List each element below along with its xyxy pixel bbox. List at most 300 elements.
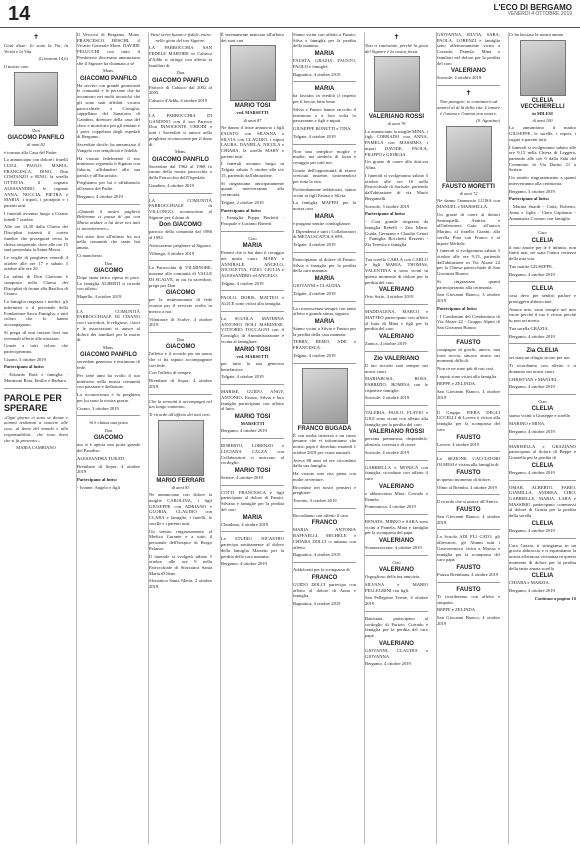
text: Grazie a tutti coloro che parteciperanno. [4,343,68,354]
signers: GIOVANNI, CLAUDIA e GIOVANNA. [365,647,428,659]
text: La SEZIONE CACCIATORI OLMESI è vicina alla famiglia di [437,456,500,468]
deceased-name: GIACOMO PANFILO [152,156,209,163]
text: Siamo vicini a Silvia e Fausto per la perdita della cara mamma. [293,325,356,337]
text: ROBERTO, LORENZO e LUCIANA CALZA con Collaboratori si uniscono al cordoglio. [221,443,284,466]
deceased-name: MARIO FERRARI [156,477,205,484]
deceased-name: FRANCO [311,520,338,527]
participants-title: Partecipano al lutto: [77,476,118,482]
signers: Tuo marito GIUSEPPE. [509,263,554,269]
place-date: Bergamo, 4 ottobre 2019 [221,561,267,567]
deceased-name: Don GIACOMO [159,222,202,229]
place-date: Bagnatica, 4 ottobre 2019 [293,552,341,558]
deceased-name: FAUSTO [456,565,481,572]
divider [437,451,500,452]
text: persona premurosa, disponibile, altruista, corretta e di cuore. [365,436,428,448]
text: Ti ricordo all'affetto dei tuoi cari. [149,412,211,418]
text: cosa devo per sentirti parlare e proteggerti abbracciare. [509,293,576,304]
text: Partecipiamo al dolore di Fausto, Silvia e famiglie per la perdita della cara mamma. [293,256,356,274]
signers: ALESSANDRA TURATI [77,455,125,461]
deceased-name: VALERIANO ROSSI [368,429,425,436]
text: Lo annunciano con dolore i fratelli LUIGI, PAOLO, MARIA, FRANCESCA, DINO, Don COSTANZO e RINO, la sorella OTTAVIA, il cognato ALESSANDRO, le cognate ANNA, NUCCIA, PIETRA e MARIA, i nipoti, i pronipoti e i parenti tutti. [4,157,68,209]
place-date: Cisano, 3 ottobre 2019 [4,356,46,362]
place-date: Bergamo, 4 ottobre 2019 [77,193,123,199]
text: Le STUDIO NICASTRO partecipa sentitamente al dolore della famiglia Marsetti per la perdita della cara mamma. [221,536,284,559]
cross-icon: ✝ [393,33,400,41]
place-date: Piazza Brembana, 4 ottobre 2019 [437,572,499,578]
divider [221,384,284,385]
place-date: Telgate, 2 ottobre 2019 [221,199,264,205]
place-date: Villongo, 4 ottobre 2019 [149,250,195,256]
text: parroco della comunità dal 1986 al 1992. [149,229,212,241]
place-date: Sorisole, 4 ottobre 2019 [365,395,410,401]
text: Orgoglioso della tua amicizia. [365,574,421,580]
divider [365,611,428,612]
deceased-name: MARIA [314,51,335,58]
divider [77,204,140,205]
text: MARISELLA e GRAZIANO partecipano al dolore di Beppe e Graziella per la perdita di [509,443,576,461]
column-4 [220,32,284,844]
divider [293,301,356,302]
text: Ne danno l'annuncio LUISA con MANUEL e MARISELLA. [437,198,500,210]
cross-icon: ✝ [465,89,472,98]
deceased-name: MARIO TOSI [234,414,271,421]
text: RENATA, MIRKO e SARA sono vicini a Pamela, Mina e famiglia per la scomparsa del papà [365,519,428,536]
deceased-name: CLELIA [531,573,554,580]
name-prefix: Don [176,337,185,342]
divider [509,343,576,344]
intro: Il nostro caro [4,64,29,70]
quote: Vieni servo buono e fedele, entra nella gioia del tuo Signore. [150,32,211,43]
portrait-photo [302,368,348,424]
place-date: San Giovanni Bianco, 4 ottobre 2019 [437,615,500,626]
text: ha lasciato in eredità il rispetto per il lavoro fatto bene. [293,93,356,105]
place-date: Vilminore di Scalve, 4 ottobre 2019 [149,316,212,328]
text: OMAR, ALBERTO, FABIO, GIAMILLA, ANDREA, CIRO, GABRIELLE, MARIA, LARA e MASSIMO partecipano commossi al dolore di Grazia per la perdita della sorella [509,484,576,519]
divider [293,508,356,509]
place-date: Calusco d'Adda, 4 ottobre 2019 [149,98,208,104]
text: sei stata un rifugio sicuro per noi. [509,355,571,361]
text: MARISE, GUIDO, ANGY, ANTONIO, Fausto, Silvia e loro famiglie partecipano con affetto al lutto. [221,389,284,412]
section-author: MARIA CAMBIANO [16,445,56,451]
signers: CHIARA e MARZIA. [509,580,550,586]
place-date: Lovere, 4 ottobre 2019 [437,441,480,447]
deceased-name: FAUSTO [456,469,481,476]
deceased-name: VALERIANO [379,567,414,574]
place-date: Brembate di Sopra, 4 ottobre 2019 [149,378,212,389]
text: MADDALENA, MARCO e MATTEO partecipano con affetto al lutto di Mina e figli per la perdita del caro [365,309,428,332]
column-5 [292,32,356,844]
text: LA PARROCCHIA DI GANDINO con il suo Parroco Don INNOCENTE CHIODI e tutti i Sacerdoti si unisce nella preghiera riconoscente per il dono di [149,112,212,147]
quote: Non vi rattristate, perché la gioia del Signore è la vostra forza. [365,43,428,54]
deceased-name: MARIA [242,243,263,250]
cross-icon: ✝ [33,33,39,41]
text: GIOVANNA, SILVIA, SARA, PAOLA, LORENZI e famiglia sono affettuosamente vicini a Corrado, Pamela, Mina e familiari nel dolore per la perdita del caro [437,32,500,66]
greeting: Ciao [538,399,547,405]
column-3 [148,32,212,844]
age: di anni 82 [27,142,45,148]
continued-link[interactable]: Continua a pagina 16 [534,595,576,601]
place-date: San Giovanni Bianco, 4 ottobre 2019 [437,389,500,400]
deceased-name: GIACOMO [165,344,196,351]
signers: TERRY, REMO, ADE e FRANCESCA. [293,339,356,351]
place-date: Bergamo, 3 ottobre 2019 [509,188,555,194]
text: Non ce ne sono più di rari così. [437,365,495,371]
text: Ricordato nei nostri pensieri e preghiere. [293,484,356,496]
text: La Scuola ADI FLI CATO, gli allievatori, gli Alunni tutti i Gastronomico vicini a Marisa e famiglia per la scomparsa del caro papà [437,534,500,563]
participants: - Marina Suardi - Carla, Roberto, Anna e figlia - Clara Capitanio - Annamaria Cornaro con famiglia [509,204,576,221]
place-date: Telgate, 4 ottobre 2019 [221,280,264,286]
deceased-name: VALERIANO [379,640,414,647]
deceased-name: GIACOMO [165,290,196,297]
place-date: Bergamo, 4 ottobre 2019 [509,588,555,594]
text: Si prega di non inviare fiori ma eventuali offerte alle missioni. [4,329,68,341]
deceased-name: GIACOMO [93,267,124,274]
place-date: Scanzorosciate, 4 ottobre 2019 [365,545,422,551]
text: SILVANA e MARIO PELLEGRINI con figli. [365,581,428,593]
deceased-name: GIACOMO PANFILO [80,75,137,82]
participants-title: Partecipano al lutto: [509,196,550,202]
deceased-name: GIACOMO PANFILO [80,352,137,359]
text: Assicuriamo preghiere al Signore. [149,242,212,248]
deceased-name: CLELIA [531,462,554,469]
divider [437,335,500,336]
divider [509,394,576,395]
participants: - I Condomini del Condominio di Via Alzate 22 - Gruppo Alpini di San Giovanni Bianco [437,313,500,331]
age: di anni 83 [171,484,190,490]
text: ma si è aperta una porta grande del Paradiso. [77,442,140,454]
place-date: San Giovanni Bianco, 4 ottobre 2019 [437,514,500,525]
deceased-name: VALERIANO [379,334,414,341]
deceased-name: MARIA [314,86,335,93]
deceased-name: VALERIANO ROSSI [368,114,425,121]
name-prefix: Don [104,428,113,434]
text: Si ringraziano anticipatamente quanti interverranno alla cerimonia. [221,180,284,198]
text: Che la serenità ti accompagni nel tuo lungo cammino. [149,398,212,410]
text: La famiglia ringrazia i medici, gli infermieri e il personale della Fondazione Sacra Famiglia, e tutti coloro che lo hanno accompagnato. [4,299,68,328]
column-1 [4,32,68,844]
page-header [0,0,580,28]
age: di anni 87 [243,117,262,123]
signers: Tua sorella GRAZIA. [509,325,550,331]
text: Ne annunciano con dolore la moglie CAROLINA, i figli GIUSEPPE con ADRIANO e GLORIA, CLAUDIO con CLARA e famiglie, i fratelli, le sorelle e i parenti tutti. [149,492,212,526]
divider [149,394,212,395]
divider [365,460,428,461]
age: di anni 76 [387,121,406,127]
text: per tutta la sua generosa benefattrice. [221,360,284,372]
deceased-name: VALERIANO [379,287,414,294]
text: Amore mio, sarai sempre nel mio cuore perché il tuo è vicino perché tu non sei morta. [509,306,576,324]
divider [221,231,284,232]
text: Preghiamo per lui e affidiamolo all'amore del Padre. [77,180,140,192]
text: Un grazie di cuore alla dott.ssa Alina. [365,159,428,171]
place-date: Bagnatica, 4 ottobre 2019 [293,601,341,607]
divider [4,388,68,389]
text: MARIAROSA, ROSA, FABRIZIO, ROMINA con le rispettive famiglie. [365,376,428,393]
text: Parroco di Calusco dal 2002 al 2005. [149,84,212,96]
name-prefix: Mons. [174,149,187,155]
divider [509,480,576,481]
participants-title: Partecipano al lutto: [221,207,262,213]
text: l'affetto e il ricordo per un uomo che ci ha saputo accompagnare con fede. [149,351,212,368]
text: Un grazie di cuore ai dottori Senzaquelli, Andrea, e all'infermiera Gaio, all'amico Marino, al fratello Gianni, alla sorella Pina con Franco e al nipote Michele. [437,211,500,246]
text: Parenti che ci hai dato il coraggio nei nostri cuori, MARY e ANNIBALE ANGELO, NICOLETTA, TIZIO, GIULIA e ALESSANDRO ed ANGELO. [221,250,284,278]
greeting: Ciao [248,235,257,241]
name-sub: MARSETTI [240,421,265,427]
divider [365,555,428,556]
text: e abbracciano Mina, Corrado e Pamela. [365,490,428,502]
divider [149,108,212,109]
place-date: Sorisole, 4 ottobre 2019 [437,75,482,81]
participants-title: Partecipano al lutto: [4,364,45,370]
text: Ci mancherai. [77,252,103,258]
text: Il Gruppo FIERA DEGLI UCCELLI di Lovere è vicino alla famiglia per la scomparsa del caro [437,409,500,432]
deceased-name: FAUSTO MORETTI [442,184,495,191]
portrait-photo [374,56,420,112]
name-prefix: Mons. [102,68,115,74]
divider [221,438,284,439]
place-date: Telgate, 4 ottobre 2019 [293,352,336,358]
place-date: Chiuduno, 4 ottobre 2019 [221,521,269,527]
divider [365,252,428,253]
column-6 [364,32,428,844]
divider [437,405,500,406]
text: I Dipendenti e tutti i Collaboratori di METALSCATOLA SPA. [293,228,356,240]
text: Alle ore 14,30 dalla Chiesa dei Disciplini inizierà il corteo funebre che proseguirà verso la chiesa arcipretale, dove alle ore 15 sarà presieduta la Santa Messa. [4,224,68,253]
place-date: Bergamo, 4 ottobre 2019 [509,469,555,475]
text: Si è chiusa una porta [89,420,128,426]
greeting: Caro [538,230,547,236]
divider [437,494,500,495]
deceased-name: MARIA [314,276,335,283]
name-sub: in MILESI [532,110,553,116]
place-date: Olmo al Brembo, 4 ottobre 2019 [437,484,497,490]
participants-title: Partecipano al lutto: [437,305,478,311]
divider [365,514,428,515]
text: per la testimonianza di fede vissuta per il servizio svolto in mezzo a noi. [149,297,212,314]
column-2 [76,32,140,844]
text: Ha vissuto una vita piena con molte avventure. [293,471,356,482]
divider [437,529,500,530]
place-date: Bergamo, 4 ottobre 2019 [365,661,411,667]
text: VALERIA, PAOLO, FLAVIO e GIGI sono vicini con affetto alla famiglia per la perdita del caro [365,410,428,427]
text: Le veglie di preghiera venerdì 4 ottobre alle ore 17 e sabato 5 ottobre alle ore 20. [4,254,68,272]
deceased-name: CLELIA [531,406,554,413]
text: Grazie dell'opportunità di essere cresciuti insieme, sostenendoci per tutta la vita. [293,167,356,185]
text: Non una semplice moglie e madre, ma simbolo di forza e coraggio per tutti noi. [293,148,356,166]
divider [293,562,356,563]
text: e purgano sentite condoglianze. [293,220,352,226]
masthead [494,3,572,18]
signers: CHRISTIAN e MANUEL. [509,376,559,382]
deceased-name: MARIA [314,318,335,325]
divider [509,225,576,226]
text: La Parrocchia di VILMINORE, insieme alla comunità di VALLE DI SCALVE, in cui fu sacerdote, prega per Don [149,265,212,288]
place-date: Bergamo, 4 ottobre 2019 [509,333,555,339]
name-prefix: Mons. [102,345,115,351]
place-date: Bagnatica, 4 ottobre 2019 [293,71,341,77]
deceased-name: MARIO TOSI [234,346,271,353]
name-sub: ved. MARSETTI [236,110,269,116]
place-date: Orio Sotto, 4 ottobre 2019 [365,294,414,300]
text: sacerdote generoso e testimone di fede. [77,359,140,371]
section-title: PAROLE PER SPERARE [4,392,62,413]
divider [221,290,284,291]
text: La SCUOLA MATERNA ANTONIO NOLI MARINESE, VITTORIO TOCCAGNI con il Consiglio di Amministrazione è vicina al famigliare. [221,315,284,344]
divider [149,193,212,194]
text: Sacerdote dal 1962 al 1968 fu curato della nostra parrocchia e della Parrocchia dell'Ospedale. [149,163,212,181]
deceased-name: FRANCO BUGADA [297,425,352,432]
place-date: Brembate di Sopra, 4 ottobre 2019 [77,463,140,475]
signers: GIOVANNI e CLAUDIA. [293,283,342,289]
deceased-name: CLELIA [531,520,554,527]
text: GABRIELLA e MONICA con famiglia, ricordano con affetto il caro [365,464,428,482]
participants-title: Partecipano al lutto: [365,211,406,217]
text: PAOLO, DORIS, MATTEO e ALICE sono vicini alla famiglia. [221,295,284,307]
deceased-name: MARIO TOSI [234,467,271,474]
section-text: «Ogni giorno ci sono se donne e uomini testimoni a nascere alle cose, al dono del mondo e alla responsabilità... che sono dono che si fa presenza.» [4,414,68,443]
text: Con l'affetto di sempre. [149,370,193,376]
deceased-name: FAUSTO [456,434,481,441]
signers: BEPPE e ZELINDA. [437,381,477,387]
place-date: Telgate, 4 ottobre 2019 [221,374,264,380]
signers: BEPPE e ZELINDA. [437,607,477,613]
text: Lo annunciano il marito GIUSEPPE, le sorelle, i nipoti, i cugini e parenti tutti. [509,125,576,142]
place-date: Seriate, 4 ottobre 2019 [221,474,263,480]
text: in questo momento di dolore. [437,476,491,482]
portrait-photo [230,45,276,101]
text: I nipoti sono vicini alla famiglia. [437,373,498,379]
portrait-photo [158,420,204,476]
place-date: San Giovanni Bianco, 3 ottobre 2019 [437,292,500,304]
text: È con molta tristezza e un cuore pesante che vi informiamo che nostro papà è deceduto martedì 1 ottobre 2019 per cause naturali. [293,432,356,455]
place-date: Gandino, 4 ottobre 2019 [149,182,194,188]
divider [509,538,576,539]
portrait-photo [14,72,58,126]
place-date: Sforzatica Santa Maria, 2 ottobre 2019 [149,578,212,590]
name-prefix: Don [32,127,40,133]
text: Un sentito ringraziamento al Medico Curante e a tutto il personale dell'hospice di Borgo Palazzo. [149,528,212,551]
divider [509,281,576,282]
divider [509,439,576,440]
deceased-name: FRANCO [311,574,338,581]
place-date: Cisano, 3 ottobre 2019 [77,405,119,411]
participants: - Cora grande ringrazia da famiglia Rebelli - Zita Maria, Guida, Germano e Claudio Ceruti - Famiglia Rocchetti Rezzetti - Zia Teresita e famiglia [365,219,428,247]
place-date: Zanica, 4 ottobre 2019 [365,341,407,347]
text: COTTI FRANCESCA e figli partecipano al dolore di Fausto, Silvana e famiglie per la perdita del caro [221,489,284,512]
text: LA PARROCCHIA SAN FEDELE MARTIRE in Calusco d'Adda si stringe con affetto ai familiari di [149,45,212,68]
divider [293,252,356,253]
text: Silvia e Fausto hanno raccolto il testimone e a loro volta lo passeranno a figli e nipoti. [293,106,356,124]
text: Il ricordo che si unisce all'Amico [437,499,498,505]
place-date: Ponteranica, 4 ottobre 2019 [365,504,416,510]
place-date: Sorisole, 4 ottobre 2019 [365,449,410,455]
text: È serenamente mancato all'affetto dei suoi cari [221,32,284,43]
name-sub: ved. MARSETTI [236,353,269,359]
text: Ricordiamo con affetto il caro [293,512,349,518]
text: Il tuo ricordo sarà sempre nei nostri cuori. [365,362,428,374]
deceased-name: CLELIA VECCHIERELLI [520,97,565,110]
portrait-photo [520,40,566,96]
divider [293,144,356,145]
text: Ha servito con grande generosità le comunità e le persone che ha incontrato nei molti incarichi che gli sono stati affidati: vicario parrocchiale a Cavaglia, cappellano del Sanatorio di Gandino, direttore della casa del clero e incaricato per gli anziani e i preti, coppelano degli ospedali di Bergamo. [77,82,140,140]
deceased-name: CLELIA [531,237,554,244]
column-8 [508,32,576,844]
text: La riconoscenza sempre con tanto affetto e grande stima, signora [293,305,356,317]
divider [221,485,284,486]
text: il mio amore per te è infinito, non finirà mai, sei stata l'unica certezza della mia vita. [509,244,576,262]
text: La salma di Don Giacomo è composta nella Chiesa dei Disciplini di fronte alla Basilica di Cisano. [4,274,68,297]
text: La famiglia MAFFEI per la nostra cara [293,200,356,212]
text: Per sette anni ha svolto il suo ministero nella nostra comunità con passione e dedizione. [77,372,140,390]
text: è tornato alla Casa del Padre. [4,149,58,155]
column-7 [436,32,500,844]
deceased-name: GIACOMO PANFILO [152,77,209,84]
text: Aveva 88 anni ed era circondato dalla sua famiglia. [293,457,356,469]
text: La riconoscenza e la preghiera per lui sono la nostra grazie. [77,392,140,403]
participants: - Ivonne, Angelo e figli [77,484,120,490]
deceased-name: MARIA [242,514,263,521]
deceased-name: VALERIANO [379,538,414,545]
divider [365,351,428,352]
deceased-name: MARIA [314,213,335,220]
place-date: Bergamo, 4 ottobre 2019 [509,428,555,434]
deceased-name: GIACOMO [93,435,124,442]
name-prefix: Don [104,260,113,266]
deceased-name: FAUSTO [456,507,481,513]
place-date: Bergamo, 4 ottobre 2019 [509,527,555,533]
place-date: Telgate, 4 ottobre 2019 [293,242,336,248]
signers: MARINO e MINA. [509,421,546,427]
place-date: San Pellegrino Terme, 4 ottobre 2019 [365,595,428,607]
text: Un sentito ringraziamento a quanti interverranno alla cerimonia. [509,175,576,186]
text: Ti ricorderemo con affetto e simpatia. [437,593,500,605]
text: siamo vicini a Giuseppe e sorelle. [509,413,571,419]
text: I funerali si svolgeranno sabato 5 ottobre alle ore 10 nella Parrocchiale di Sorisole, partendo dall'abitazione di via Mario Bergamelli. [365,172,428,201]
place-date: Sorisole, 3 ottobre 2019 [365,203,410,209]
name-prefix: Don [176,70,185,76]
portrait-photo [446,126,492,182]
signers: GIUSEPPE BONETTI e TINA. [293,126,352,132]
text: Ci ha lasciato la nostra amata [509,32,563,37]
text: Sacerdote docile, ha annunciato il Vangelo con semplicità e fedeltà. [77,142,140,153]
newspaper-name: L'ECO DI BERGAMO [493,3,572,12]
text: Cara Grazia, ti stringiamo in un grosso abbraccio e ti esprimiamo la nostra affettuosa vicinanza in questo momento di dolore per la perdita della tanto amata sorella [509,542,576,571]
place-date: Telgate, 4 ottobre 2019 [293,133,336,139]
deceased-name: MARIO TOSI [234,103,271,110]
text: Ne danno il triste annuncio i figli FAUSTO con SILVANA e SILVIA con CLAUDIO, i nipoti LAURA, DANIELA, NICOLA e CHIARA, la sorella MARY e parenti tutti. [221,125,284,159]
deceased-name: Zia CLELIA [526,348,559,355]
place-date: Bergamo, 4 ottobre 2019 [221,428,267,434]
text: Tua sorella CARLA con CARLO e figli MARIA, THOMAS, VALENTINA ti sono vicini in questo momento di dolore per la perdita del caro [365,256,428,285]
age: di anni 100 [532,118,553,124]
deceased-name: FAUSTO [456,586,481,593]
quote: Gesù disse: Io sono la Via, la Verità e la Vita. [4,43,68,54]
divider [365,405,428,406]
text: Ti ricordiamo con affetto e ti doniamo nei nostri cuori. [509,363,576,374]
deceased-name: GIACOMO PANFILO [7,135,65,142]
participants: - Famiglia Poppa Pierlotti - Pasquale e Luciano Bonetti [221,215,284,227]
divider [437,582,500,583]
text: Addolorati per la scomparsa di [293,567,350,573]
divider [293,81,356,82]
text: LA COMUNITÀ PARROCCHIALE DI CISANO con i sacerdoti, le religiose, i laici e le associazioni si unisce al dolore dei familiari per la morte di [77,308,140,343]
divider [365,304,428,305]
quote-ref: (Giovanni 14,6) [38,56,68,62]
age: di anni 72 [459,191,478,197]
text: Il Vescovo di Bergamo, Mons. FRANCESCO BESCHI, il Vicario Generale Mons. DAVIDE PELUCCHI con tutto il Presbiterio diocesano annunciano che il Signore ha chiamato a sé [77,32,140,66]
quote-ref: (S. Agostino) [476,118,500,124]
text: Si ringraziano quanti parteciperanno alla cerimonia. [437,278,500,290]
